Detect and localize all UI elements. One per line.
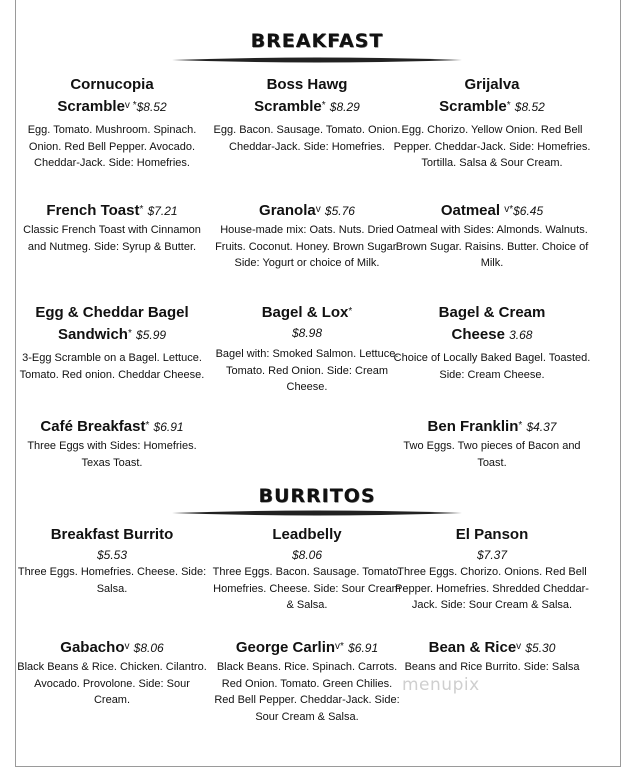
item-name: El Panson [455,526,529,543]
item-description: Choice of Locally Baked Bagel. Toasted. Side: Cream Cheese. [393,352,591,381]
item-name-line2: Scramble [254,98,322,115]
menu-item-boss-hawg-scramble [212,74,402,155]
item-price: $8.06 [133,641,164,655]
item-price: $8.29 [329,100,360,114]
item-price: $5.30 [525,641,556,655]
item-name: Bagel & Lox [261,304,349,321]
item-price: $7.37 [476,548,508,562]
menu-item-french-toast [17,200,207,255]
item-price: $6.91 [348,641,379,655]
breakfast-divider [172,54,462,66]
item-price: $8.98 [291,326,323,340]
item-price: $8.52 [514,100,545,114]
item-description: Bagel with: Smoked Salmon. Lettuce. Tomato. Red Onion. Side: Cream Cheese. [215,348,399,393]
menu-item-gabacho [17,637,207,709]
item-name: George Carlin [235,639,336,656]
menu-item-bean-rice [392,637,592,676]
item-price: $5.53 [96,548,128,562]
menu-item-grijalva-scramble [392,74,592,172]
item-name-line2: Scramble [439,98,507,115]
item-name: Granola [259,202,316,219]
item-name: Egg & Cheddar Bagel [35,304,189,321]
item-name: Ben Franklin [427,418,519,435]
menu-item-cafe-breakfast [17,416,207,471]
item-description: Black Beans & Rice. Chicken. Cilantro. Avocado. Provolone. Side: Sour Cream. [17,661,207,706]
item-name: Cornucopia [70,76,154,93]
item-marker: v [315,204,321,215]
item-price: $6.91 [153,420,184,434]
item-marker: * [506,100,511,111]
item-name: Breakfast Burrito [50,526,174,543]
burritos-heading: BURRITOS [258,485,376,507]
item-marker: * [348,306,353,317]
item-name: Gabacho [60,639,125,656]
item-name: Café Breakfast [40,418,146,435]
menu-item-george-carlin [212,637,402,725]
menu-item-egg-cheddar-bagel-sandwich [17,302,207,383]
item-description: Egg. Tomato. Mushroom. Spinach. Onion. Red Bell Pepper. Avocado. Cheddar-Jack. Side: Homefries. [27,124,197,169]
menu-item-bagel-lox [212,302,402,396]
item-marker: * [518,420,523,431]
item-name-line2: Cheese [451,326,505,343]
menu-item-bagel-cream-cheese [392,302,592,383]
item-price: $7.21 [147,204,178,218]
breakfast-heading: BREAKFAST [250,30,384,52]
menu-item-breakfast-burrito [17,524,207,597]
menu-item-el-panson [392,524,592,614]
item-price: $4.37 [526,420,557,434]
item-name: French Toast [46,202,140,219]
item-price: $5.76 [324,204,355,218]
item-price: $5.99 [136,328,167,342]
item-name: Oatmeal [440,202,501,219]
item-description: Three Eggs. Chorizo. Onions. Red Bell Pepper. Homefries. Shredded Cheddar-Jack. Side: Sour Cream & Salsa. [395,566,589,611]
item-description: Classic French Toast with Cinnamon and Nutmeg. Side: Syrup & Butter. [23,224,201,253]
menupix-watermark: menupix [402,675,480,695]
item-description: Three Eggs. Homefries. Cheese. Side: Salsa. [17,566,207,595]
item-name-line2: Sandwich [57,326,128,343]
menu-item-oatmeal [392,200,592,272]
item-name: Bean & Rice [428,639,517,656]
burritos-divider [172,507,462,519]
menu-item-cornucopia-scramble [17,74,207,172]
item-description: Egg. Chorizo. Yellow Onion. Red Bell Pepper. Cheddar-Jack. Side: Homefries. Tortilla. Salsa & Sour Cream. [393,124,591,169]
item-name: Grijalva [464,76,520,93]
item-description: Oatmeal with Sides: Almonds. Walnuts. Brown Sugar. Raisins. Butter. Choice of Milk. [395,224,589,269]
item-description: Two Eggs. Two pieces of Bacon and Toast. [403,440,581,469]
item-description: 3-Egg Scramble on a Bagel. Lettuce. Tomato. Red onion. Cheddar Cheese. [19,352,205,381]
menu-item-leadbelly [212,524,402,614]
item-price: $6.45 [513,204,544,218]
item-marker: v* [504,204,514,215]
item-marker: * [139,204,144,215]
item-marker: v [516,641,522,652]
item-description: Black Beans. Rice. Spinach. Carrots. Red Onion. Tomato. Green Chilies. Red Bell Pepper. Cheddar-Jack. Side: Sour Cream & Salsa. [214,661,400,723]
item-marker: * [127,328,132,339]
item-marker: v [124,641,130,652]
item-marker: v * [124,100,137,111]
menu-item-granola [212,200,402,272]
item-price: 3.68 [509,328,533,342]
item-name: Boss Hawg [266,76,348,93]
item-price: $8.06 [291,548,323,562]
item-description: Egg. Bacon. Sausage. Tomato. Onion. Cheddar-Jack. Side: Homefries. [213,124,401,153]
item-description: House-made mix: Oats. Nuts. Dried Fruits. Coconut. Honey. Brown Sugar. Side: Yogurt or choice of Milk. [215,224,399,269]
item-marker: * [145,420,150,431]
item-marker: * [321,100,326,111]
item-price: $8.52 [136,100,167,114]
item-marker: v* [335,641,344,652]
menu-item-ben-franklin [392,416,592,471]
item-name: Leadbelly [272,526,342,543]
item-description: Beans and Rice Burrito. Side: Salsa [404,661,580,673]
item-name: Bagel & Cream [438,304,546,321]
item-description: Three Eggs with Sides: Homefries. Texas Toast. [27,440,197,469]
item-description: Three Eggs. Bacon. Sausage. Tomato. Homefries. Cheese. Side: Sour Cream & Salsa. [212,566,402,611]
item-name-line2: Scramble [57,98,125,115]
